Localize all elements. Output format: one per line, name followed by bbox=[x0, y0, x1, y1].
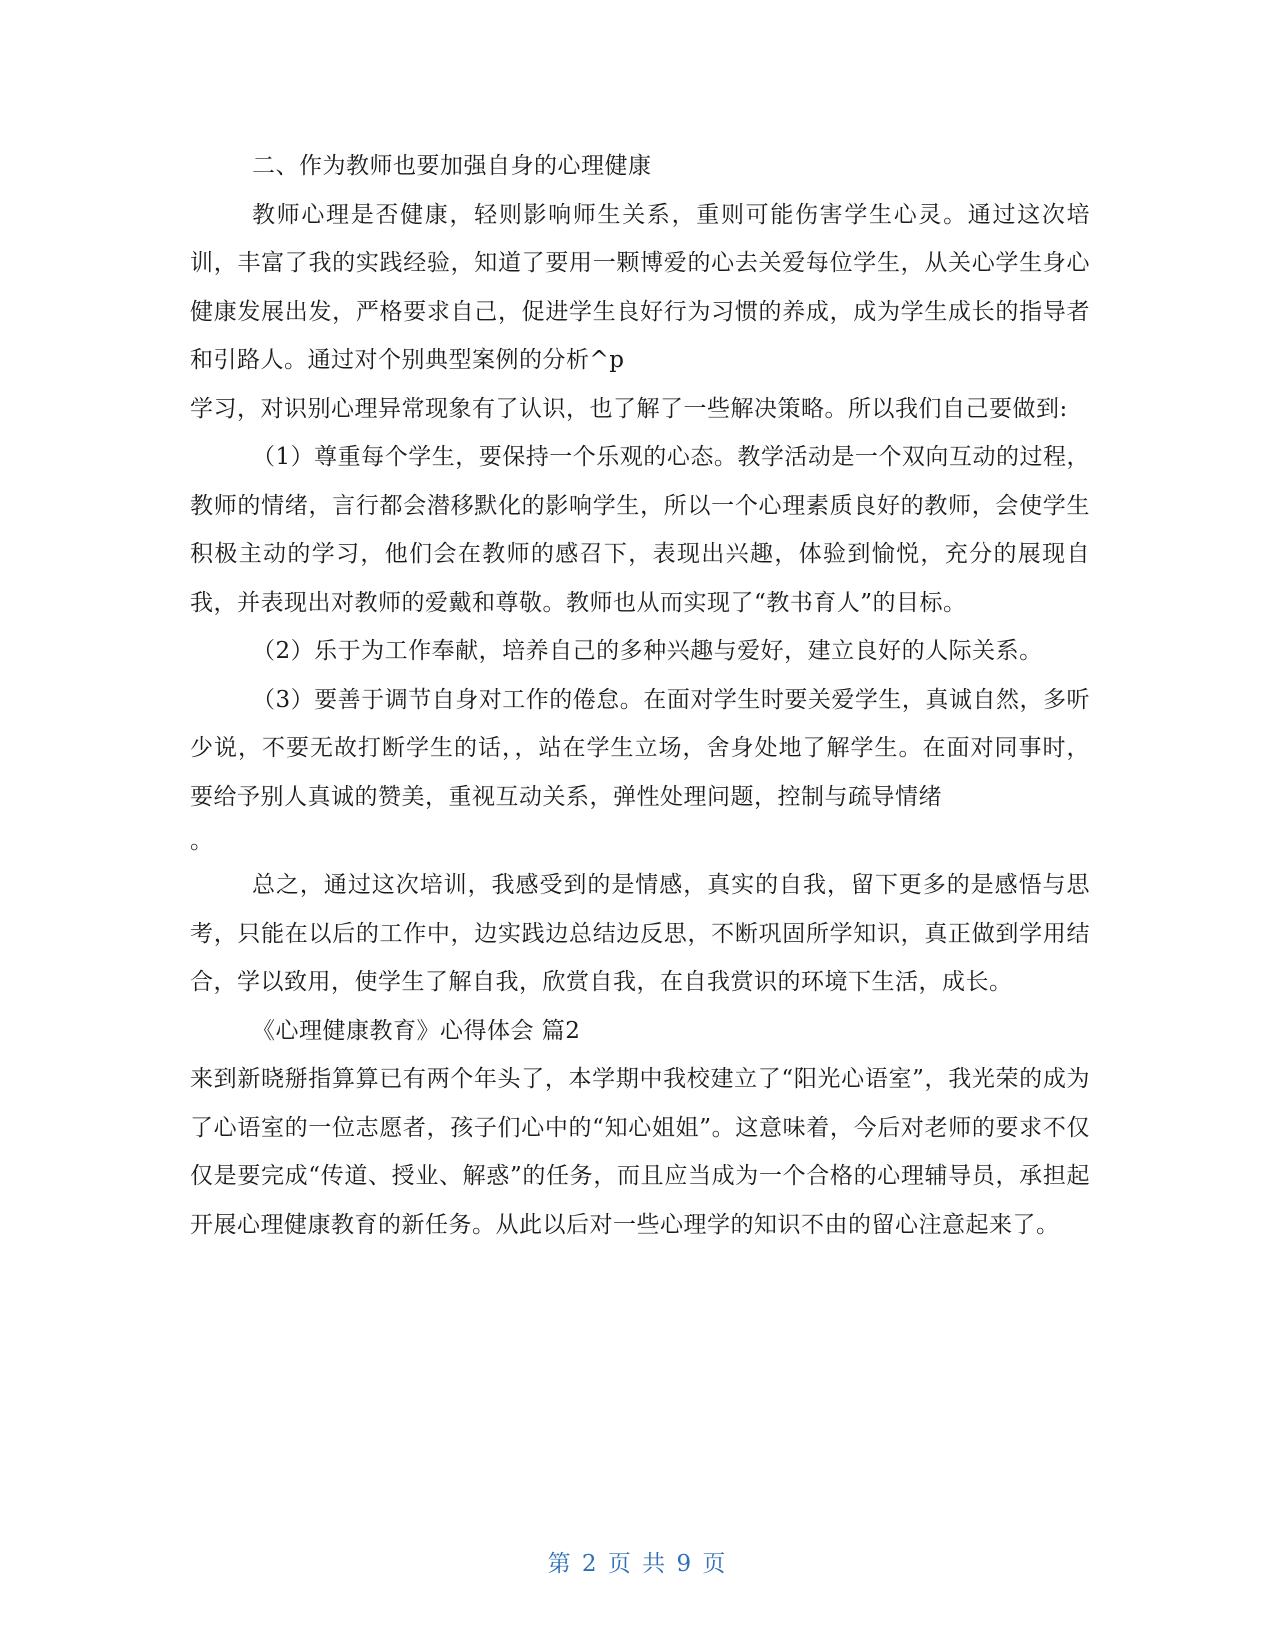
footer-current-page: 2 bbox=[581, 1551, 599, 1577]
list-item-1: （1）尊重每个学生，要保持一个乐观的心态。教学活动是一个双向互动的过程，教师的情绪，言行都会潜移默化的影响学生，所以一个心理素质良好的教师，会使学生积极主动的学习，他们会在教师的感召下，表现出兴趣，体验到愉悦，充分的展现自我，并表现出对教师的爱戴和尊敬。教师也从而实现了“教书育人”的目标。 bbox=[190, 444, 1090, 616]
footer-label-ye-2: 页 bbox=[702, 1551, 728, 1577]
page-footer bbox=[0, 1545, 1275, 1578]
footer-label-ye: 页 bbox=[607, 1551, 633, 1577]
paragraph-learning: 学习，对识别心理异常现象有了认识，也了解了一些解决策略。所以我们自己要做到: bbox=[190, 395, 1068, 422]
footer-label-gong: 共 bbox=[642, 1551, 668, 1577]
list-item-3-end: 。 bbox=[190, 828, 214, 854]
paragraph-summary: 总之，通过这次培训，我感受到的是情感，真实的自我，留下更多的是感悟与思考，只能在以后的工作中，边实践边总结边反思，不断巩固所学知识，真正做到学用结合，学以致用，使学生了解自我，欣赏自我，在自我赏识的环境下生活，成长。 bbox=[190, 872, 1090, 995]
list-item-3: （3）要善于调节自身对工作的倦怠。在面对学生时要关爱学生，真诚自然，多听少说，不要无故打断学生的话，，站在学生立场，舍身处地了解学生。在面对同事时，要给予别人真诚的赞美，重视互动关系，弹性处理问题，控制与疏导情绪 bbox=[190, 686, 1090, 810]
document-body bbox=[190, 142, 1090, 1249]
list-item-2: （2）乐于为工作奉献，培养自己的多种兴趣与爱好，建立良好的人际关系。 bbox=[252, 638, 1043, 664]
footer-total-pages: 9 bbox=[676, 1551, 694, 1577]
section-heading: 二、作为教师也要加强自身的心理健康 bbox=[252, 153, 652, 179]
article-title: 《心理健康教育》心得体会 篇2 bbox=[252, 1017, 581, 1044]
paragraph-teacher-health: 教师心理是否健康，轻则影响师生关系，重则可能伤害学生心灵。通过这次培训，丰富了我的实践经验，知道了要用一颗博爱的心去关爱每位学生，从关心学生身心健康发展出发，严格要求自己，促进学生良好行为习惯的养成，成为学生成长的指导者和引路人。通过对个别典型案例的分析^p bbox=[190, 201, 1090, 373]
paragraph-article-2: 来到新晓掰指算算已有两个年头了，本学期中我校建立了“阳光心语室”，我光荣的成为了心语室的一位志愿者，孩子们心中的“知心姐姐”。这意味着，今后对老师的要求不仅仅是要完成“传道、授业、解惑”的任务，而且应当成为一个合格的心理辅导员，承担起开展心理健康教育的新任务。从此以后对一些心理学的知识不由的留心注意起来了。 bbox=[190, 1066, 1090, 1238]
footer-label-di: 第 bbox=[547, 1551, 573, 1577]
